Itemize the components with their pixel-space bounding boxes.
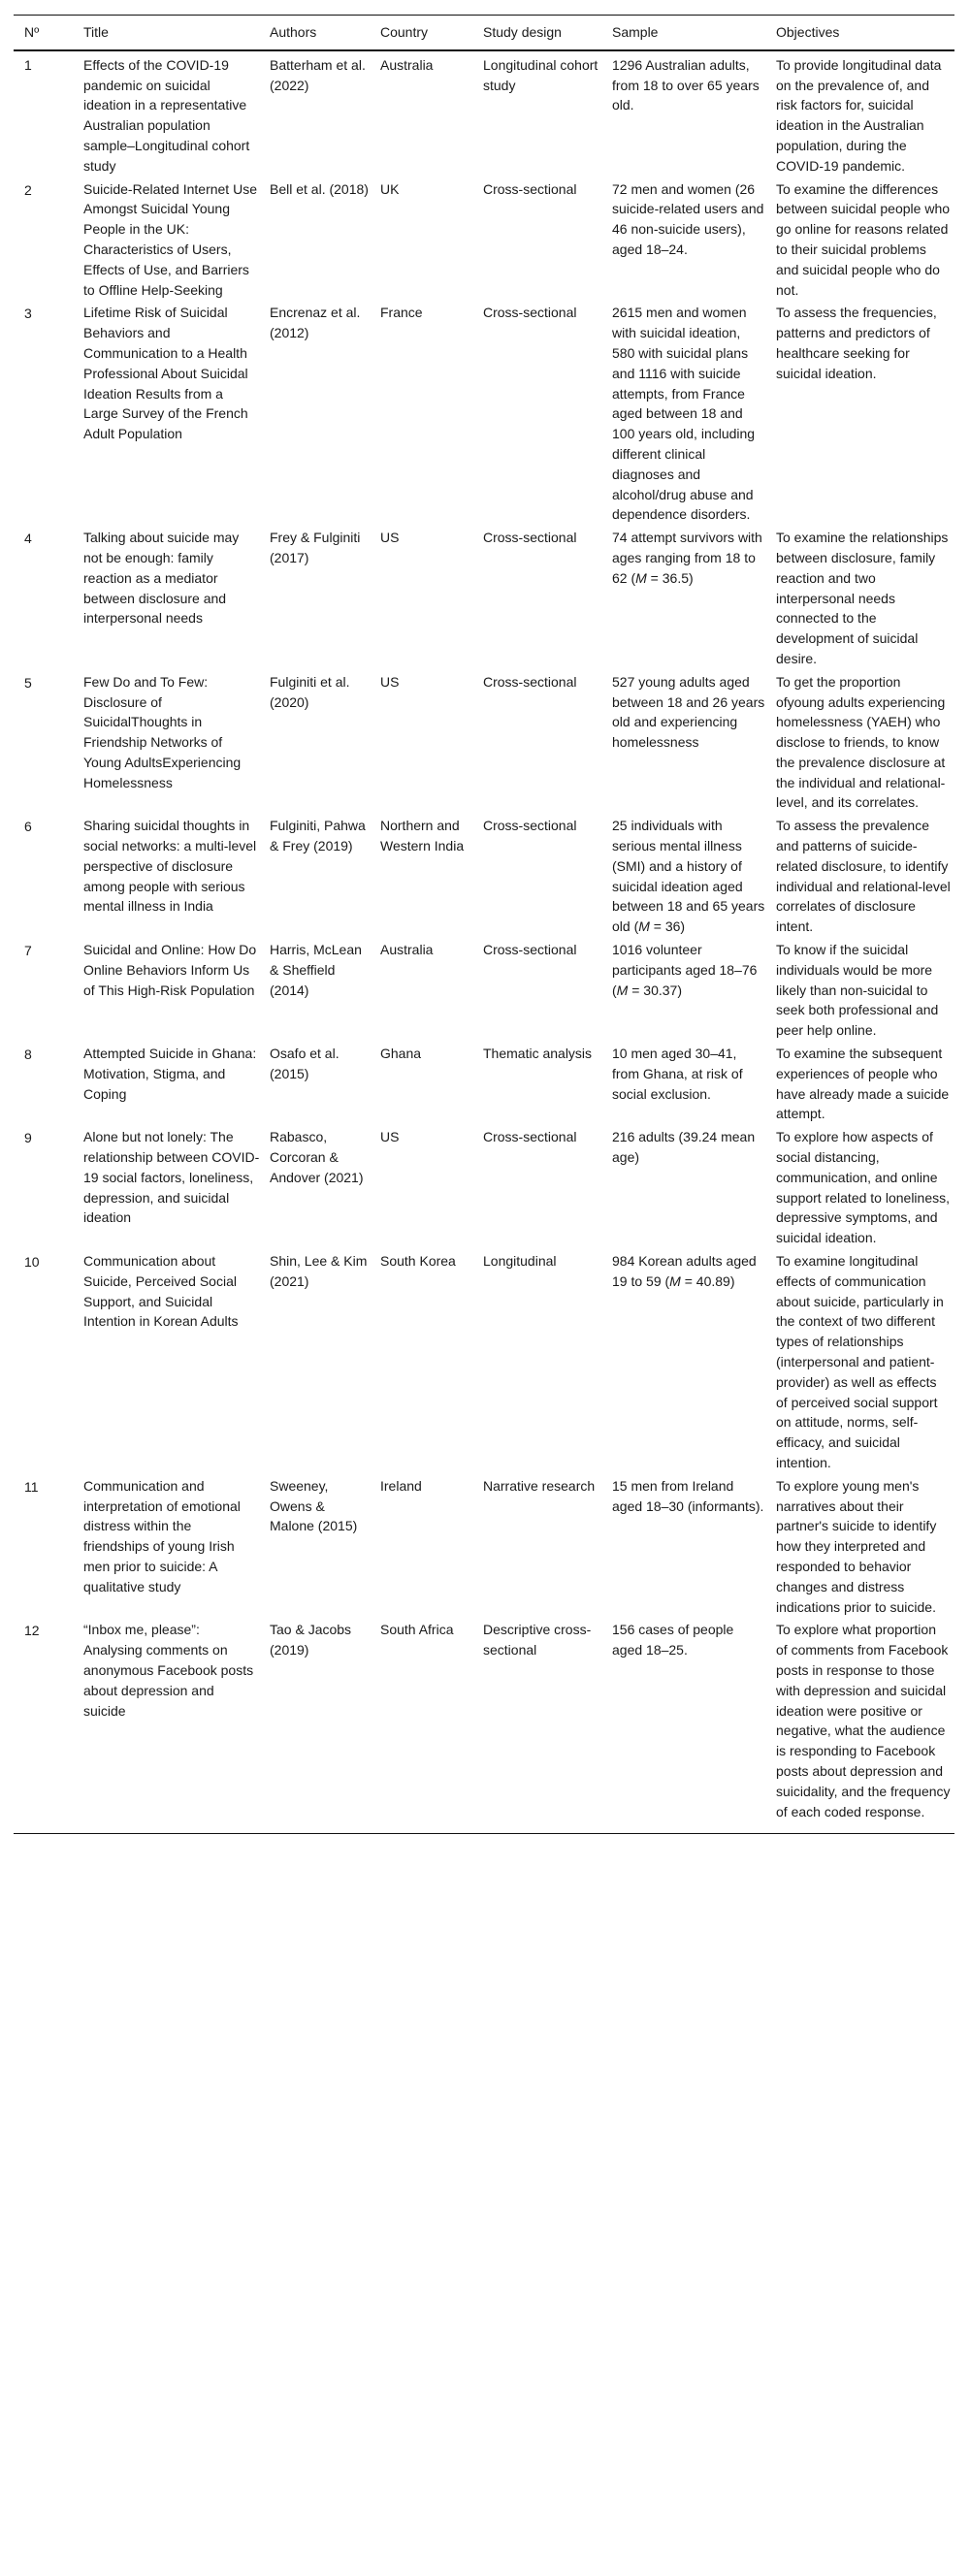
cell-sample (606, 938, 770, 1042)
sample-italic-symbol: M (616, 982, 629, 998)
sample-text: = 36.5) (646, 569, 694, 586)
sample-text: 527 young adults aged between 18 and 26 years old and experiencing homelessness (612, 673, 765, 751)
cell-study-design: Longitudinal (483, 1253, 557, 1270)
sample-text: 216 adults (39.24 mean age) (612, 1129, 756, 1166)
sample-text: = 40.89) (680, 1272, 735, 1289)
cell-objectives: To get the proportion ofyoung adults experiencing homelessness (YAEH) who disclose to friends, to know the prevalence disclosure at the individual and relational-level, and its correlates. (776, 673, 946, 811)
cell-country: South Africa (380, 1622, 454, 1638)
header-title: Title (78, 16, 264, 50)
cell-country: Northern and Western India (380, 818, 465, 854)
cell-authors: Harris, McLean & Sheffield (2014) (270, 942, 362, 998)
table-header (14, 16, 954, 50)
cell-title: Few Do and To Few: Disclosure of SuicidalThoughts in Friendship Networks of Young AdultsExperiencing Homelessness (83, 673, 242, 790)
sample-text: 10 men aged 30–41, from Ghana, at risk of social exclusion. (612, 1046, 743, 1102)
cell-study-design: Cross-sectional (483, 818, 577, 834)
cell-sample (606, 177, 770, 302)
table-row (14, 1042, 954, 1125)
cell-authors: Tao & Jacobs (2019) (270, 1622, 352, 1658)
cell-objectives: To examine the relationships between disclosure, family reaction and two interpersonal needs connected to the development of suicidal desire. (776, 530, 949, 666)
cell-sample (606, 1249, 770, 1474)
cell-objectives: To explore what proportion of comments from Facebook posts in response to those with depression and suicidal ideation were positive or negative, what the audience is responding to Facebook posts about depression and suicidality, and the frequency of each coded response. (776, 1622, 951, 1819)
cell-title: Communication and interpretation of emotional distress within the friendships of young Irish men prior to suicide: A qualitative study (83, 1477, 241, 1594)
header-row (14, 16, 954, 50)
sample-text: 1016 volunteer participants aged 18–76 ( (612, 942, 758, 998)
sample-text: 74 attempt survivors with ages ranging from 18 to 62 ( (612, 530, 762, 586)
table-row (14, 50, 954, 177)
header-sample: Sample (606, 16, 770, 50)
cell-number: 10 (24, 1254, 40, 1271)
cell-country: Ghana (380, 1046, 422, 1062)
cell-number: 4 (24, 531, 32, 547)
header-number: Nº (14, 16, 78, 50)
cell-country: France (380, 305, 423, 321)
cell-number: 6 (24, 819, 32, 835)
table-row (14, 938, 954, 1042)
cell-title: Effects of the COVID-19 pandemic on suicidal ideation in a representative Australian population sample–Longitudinal cohort study (83, 56, 250, 174)
table-body (14, 50, 954, 1834)
cell-objectives: To explore how aspects of social distancing, communication, and online support related to loneliness, depressive symptoms, and suicidal ideation. (776, 1129, 950, 1246)
cell-title: Lifetime Risk of Suicidal Behaviors and Communication to a Health Professional About Suicidal Ideation Results from a Large Survey of the French Adult Population (83, 305, 248, 442)
cell-study-design: Cross-sectional (483, 180, 577, 197)
cell-authors: Batterham et al. (2022) (270, 56, 366, 93)
table-row (14, 814, 954, 938)
table-row (14, 177, 954, 302)
sample-text: 25 individuals with serious mental illness (SMI) and a history of suicidal ideation aged between 18 and 65 years old ( (612, 818, 765, 935)
cell-authors: Frey & Fulginiti (2017) (270, 530, 361, 565)
cell-objectives: To assess the frequencies, patterns and predictors of healthcare seeking for suicidal ideation. (776, 305, 937, 381)
cell-country: US (380, 673, 400, 690)
cell-sample (606, 814, 770, 938)
cell-title: Suicide-Related Internet Use Amongst Suicidal Young People in the UK: Characteristics of Users, Effects of Use, and Barriers to Offline Help-Seeking (83, 180, 257, 298)
table-row (14, 1125, 954, 1249)
cell-study-design: Cross-sectional (483, 1129, 577, 1145)
sample-text: = 30.37) (628, 982, 682, 998)
cell-authors: Sweeney, Owens & Malone (2015) (270, 1477, 358, 1534)
cell-sample (606, 1618, 770, 1833)
cell-objectives: To examine longitudinal effects of communication about suicide, particularly in the context of two different types of relationships (interpersonal and patient-provider) as well as effects of perceived social support on attitude, norms, self-efficacy, and suicidal intention. (776, 1253, 944, 1470)
cell-country: UK (380, 180, 400, 197)
cell-sample (606, 670, 770, 815)
sample-italic-symbol: M (635, 569, 647, 586)
cell-title: Talking about suicide may not be enough: family reaction as a mediator between disclosure and interpersonal needs (83, 530, 240, 627)
cell-country: US (380, 1129, 400, 1145)
sample-text: 984 Korean adults aged 19 to 59 ( (612, 1253, 757, 1289)
sample-text: 156 cases of people aged 18–25. (612, 1622, 734, 1658)
sample-text: 72 men and women (26 suicide-related users and 46 non-suicide users), aged 18–24. (612, 180, 764, 257)
cell-title: Attempted Suicide in Ghana: Motivation, Stigma, and Coping (83, 1046, 257, 1102)
cell-objectives: To assess the prevalence and patterns of suicide-related disclosure, to identify individual and relational-level correlates of disclosure intent. (776, 818, 951, 935)
cell-objectives: To examine the differences between suicidal people who go online for reasons related to their suicidal problems and suicidal people who do not. (776, 180, 951, 298)
sample-italic-symbol: M (638, 918, 650, 935)
cell-study-design: Cross-sectional (483, 305, 577, 321)
header-country: Country (374, 16, 477, 50)
cell-number: 9 (24, 1130, 32, 1146)
cell-number: 3 (24, 306, 32, 322)
cell-country: Australia (380, 56, 434, 73)
cell-sample (606, 1125, 770, 1249)
table-row (14, 301, 954, 526)
table-row (14, 1474, 954, 1619)
table-row (14, 670, 954, 815)
table-row (14, 1618, 954, 1833)
cell-title: “Inbox me, please”: Analysing comments on anonymous Facebook posts about depression and suicide (83, 1622, 254, 1719)
sample-italic-symbol: M (669, 1272, 681, 1289)
cell-objectives: To provide longitudinal data on the prevalence of, and risk factors for, suicidal ideation in the Australian population, during the COVID-19 pandemic. (776, 56, 942, 174)
cell-title: Suicidal and Online: How Do Online Behaviors Inform Us of This High-Risk Population (83, 942, 257, 998)
cell-study-design: Cross-sectional (483, 673, 577, 690)
cell-country: South Korea (380, 1253, 456, 1270)
table-row (14, 526, 954, 670)
cell-title: Sharing suicidal thoughts in social networks: a multi-level perspective of disclosure among people with serious mental illness in India (83, 818, 257, 915)
cell-title: Communication about Suicide, Perceived Social Support, and Suicidal Intention in Korean Adults (83, 1253, 239, 1330)
sample-text: 2615 men and women with suicidal ideation, 580 with suicidal plans and 1116 with suicide attempts, from France aged between 18 and 100 years old, including different clinical diagnoses and alcohol/drug abuse and dependence disorders. (612, 305, 756, 523)
cell-authors: Shin, Lee & Kim (2021) (270, 1253, 368, 1289)
table-row (14, 1249, 954, 1474)
header-authors: Authors (264, 16, 374, 50)
cell-study-design: Thematic analysis (483, 1046, 593, 1062)
cell-country: Australia (380, 942, 434, 958)
cell-country: Ireland (380, 1477, 422, 1494)
cell-number: 7 (24, 943, 32, 959)
sample-text: 15 men from Ireland aged 18–30 (informants). (612, 1477, 764, 1514)
cell-sample (606, 301, 770, 526)
cell-study-design: Narrative research (483, 1477, 596, 1494)
cell-number: 11 (24, 1478, 39, 1495)
cell-objectives: To examine the subsequent experiences of people who have already made a suicide attempt. (776, 1046, 950, 1122)
sample-text: = 36) (649, 918, 686, 935)
cell-sample (606, 1474, 770, 1619)
cell-study-design: Descriptive cross-sectional (483, 1622, 592, 1658)
cell-number: 5 (24, 674, 32, 691)
cell-authors: Rabasco, Corcoran & Andover (2021) (270, 1129, 364, 1185)
cell-study-design: Cross-sectional (483, 942, 577, 958)
cell-authors: Encrenaz et al. (2012) (270, 305, 361, 341)
cell-authors: Fulginiti, Pahwa & Frey (2019) (270, 818, 366, 854)
header-objectives: Objectives (770, 16, 954, 50)
cell-number: 12 (24, 1623, 40, 1639)
cell-authors: Fulginiti et al. (2020) (270, 673, 350, 710)
header-study-design: Study design (477, 16, 606, 50)
cell-sample (606, 1042, 770, 1125)
studies-table (14, 15, 954, 1834)
cell-sample (606, 526, 770, 670)
cell-study-design: Cross-sectional (483, 530, 577, 546)
cell-title: Alone but not lonely: The relationship between COVID-19 social factors, loneliness, depression, and suicidal ideation (83, 1129, 260, 1226)
cell-authors: Bell et al. (2018) (270, 180, 369, 197)
cell-country: US (380, 530, 400, 546)
cell-number: 2 (24, 181, 32, 198)
cell-number: 8 (24, 1046, 32, 1063)
cell-study-design: Longitudinal cohort study (483, 56, 598, 93)
cell-objectives: To explore young men's narratives about their partner's suicide to identify how they interpreted and responded to behavior changes and distress indications prior to suicide. (776, 1477, 937, 1615)
sample-text: 1296 Australian adults, from 18 to over 65 years old. (612, 56, 760, 113)
cell-number: 1 (24, 56, 32, 73)
cell-authors: Osafo et al. (2015) (270, 1046, 340, 1081)
cell-sample (606, 50, 770, 177)
cell-objectives: To know if the suicidal individuals would be more likely than non-suicidal to seek both professional and peer help online. (776, 942, 939, 1039)
